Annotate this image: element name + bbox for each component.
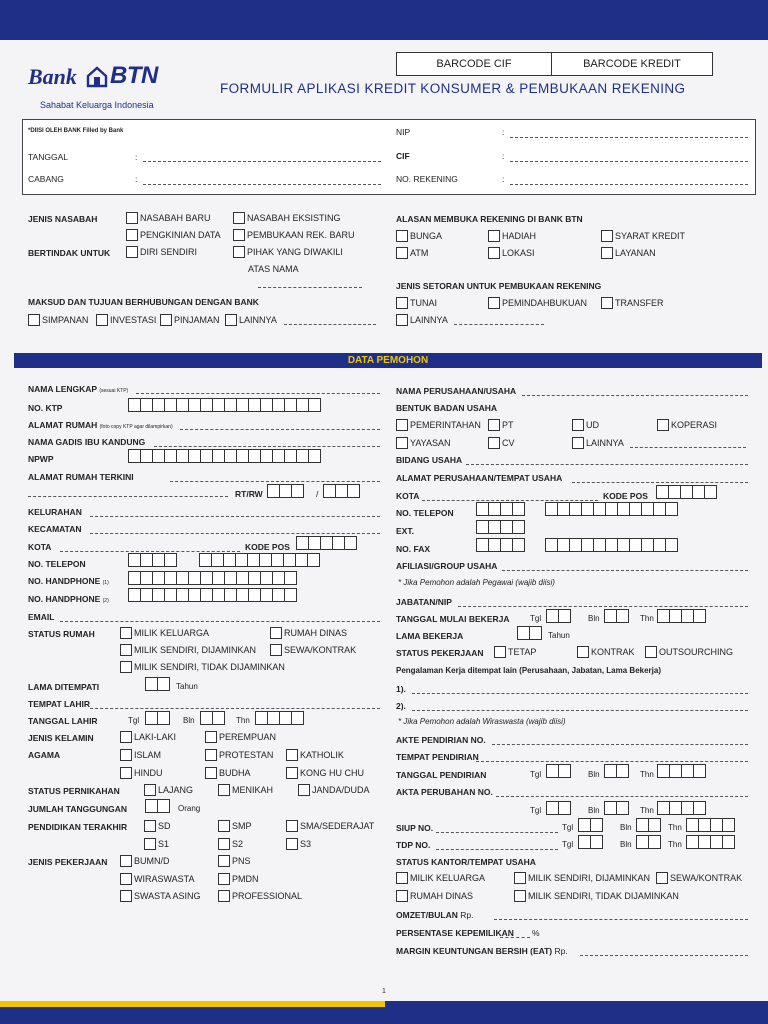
bln-label: Bln [183,716,195,725]
maksud-label: MAKSUD DAN TUJUAN BERHUBUNGAN DENGAN BANK [28,297,259,307]
tanggal-field[interactable] [143,161,381,162]
tgl-label: Tgl [530,806,542,815]
opt-simpanan[interactable]: SIMPANAN [28,314,88,326]
bln-label: Bln [588,806,600,815]
nip-field[interactable] [510,137,748,138]
email-label: EMAIL [28,612,55,622]
rt-cells[interactable] [267,484,303,498]
opt-atm[interactable]: ATM [396,247,428,259]
top-banner [0,0,768,40]
colon: : [502,127,505,137]
bln-label: Bln [588,770,600,779]
input-cell[interactable] [616,764,629,778]
note-wiraswasta: * Jika Pemohon adalah Wiraswasta (wajib diisi) [398,717,566,726]
opt-layanan[interactable]: LAYANAN [601,247,656,259]
alamat-terkini-label: ALAMAT RUMAH TERKINI [28,472,134,482]
tdp-label: TDP NO. [396,840,431,850]
tahun-bekerja-label: Tahun [548,631,570,640]
opt-pemerintahan[interactable]: PEMERINTAHAN [396,419,481,431]
input-cell[interactable] [693,801,706,815]
colon: : [135,152,138,162]
telepon-perusahaan-area-cells[interactable] [476,502,524,516]
opt-laki-laki[interactable]: LAKI-LAKI [120,731,176,743]
bln-label: Bln [620,840,632,849]
hp1-label: NO. HANDPHONE (1) [28,576,109,586]
input-cell[interactable] [704,485,717,499]
input-cell[interactable] [616,609,629,623]
jenis-nasabah-label: JENIS NASABAH [28,214,98,224]
opt-pembukaan-rek[interactable]: PEMBUKAAN REK. BARU [233,229,355,241]
status-kantor-label: STATUS KANTOR/TEMPAT USAHA [396,857,536,867]
input-cell[interactable] [558,764,571,778]
kelurahan-field[interactable] [90,516,380,517]
opt-lainnya[interactable]: LAINNYA [225,314,277,326]
opt-syarat-kredit[interactable]: SYARAT KREDIT [601,230,685,242]
kecamatan-field[interactable] [90,533,380,534]
input-cell[interactable] [512,520,525,534]
thn-pendirian-cells[interactable] [657,764,705,778]
opt-pmdn[interactable]: PMDN [218,873,259,885]
input-cell[interactable] [512,502,525,516]
akta-perubahan-label: AKTA PERUBAHAN NO. [396,787,493,797]
tgl-perubahan-cells[interactable] [546,801,570,815]
opt-professional[interactable]: PROFESSIONAL [218,890,302,902]
lama-ditempati-label: LAMA DITEMPATI [28,682,100,692]
fax-area-cells[interactable] [476,538,524,552]
nama-perusahaan-field[interactable] [522,395,748,396]
thn-mulai-cells[interactable] [657,609,705,623]
opt-sewa-kontrak[interactable]: SEWA/KONTRAK [270,644,356,656]
kota-label: KOTA [28,542,52,552]
input-cell[interactable] [284,588,297,602]
thn-lahir-cells[interactable] [255,711,303,725]
tanggal-mulai-label: TANGGAL MULAI BEKERJA [396,614,510,624]
section-data-pemohon: DATA PEMOHON [14,353,762,368]
nama-gadis-field[interactable] [154,446,380,447]
opt-swasta-asing[interactable]: SWASTA ASING [120,890,201,902]
opt-outsourcing[interactable]: OUTSOURCHING [645,646,733,658]
opt-nasabah-baru[interactable]: NASABAH BARU [126,212,211,224]
thn-label: Thn [668,840,682,849]
opt-kantor-sewa[interactable]: SEWA/KONTRAK [656,872,742,884]
bentuk-badan-label: BENTUK BADAN USAHA [396,403,498,413]
page-number: 1 [382,988,386,995]
pengalaman-item-1: 1). [396,684,406,694]
opt-cv[interactable]: CV [488,437,515,449]
tgl-lahir-cells[interactable] [145,711,169,725]
kode-pos-cells[interactable] [296,536,356,550]
thn-label: Thn [236,716,250,725]
opt-milik-tidak-dijaminkan[interactable]: MILIK SENDIRI, TIDAK DIJAMINKAN [120,661,285,673]
opt-s2[interactable]: S2 [218,838,243,850]
form-title: FORMULIR APLIKASI KREDIT KONSUMER & PEMBUKAAN REKENING [220,81,686,96]
bln-perubahan-cells[interactable] [604,801,628,815]
bln-pendirian-cells[interactable] [604,764,628,778]
telepon-cells[interactable] [199,553,319,567]
tgl-label: Tgl [128,716,140,725]
status-pekerjaan-label: STATUS PEKERJAAN [396,648,484,658]
opt-janda-duda[interactable]: JANDA/DUDA [298,784,370,796]
thn-tdp-cells[interactable] [686,835,734,849]
jabatan-field[interactable] [458,606,748,607]
opt-budha[interactable]: BUDHA [205,767,251,779]
tagline: Sahabat Keluarga Indonesia [40,100,154,110]
alamat-rumah-label: ALAMAT RUMAH (foto copy KTP agar dilampirkan) [28,420,173,430]
colon: : [502,174,505,184]
kelurahan-label: KELURAHAN [28,507,82,517]
opt-koperasi[interactable]: KOPERASI [657,419,717,431]
thn-label: Thn [640,614,654,623]
opt-nasabah-eksisting[interactable]: NASABAH EKSISTING [233,212,341,224]
bank-note: *DIISI OLEH BANK Filled by Bank [28,128,124,134]
opt-lajang[interactable]: LAJANG [144,784,193,796]
opt-ud[interactable]: UD [572,419,599,431]
opt-milik-keluarga[interactable]: MILIK KELUARGA [120,627,209,639]
tanggal-pendirian-label: TANGGAL PENDIRIAN [396,770,487,780]
kecamatan-label: KECAMATAN [28,524,82,534]
opt-perempuan[interactable]: PEREMPUAN [205,731,276,743]
afiliasi-field[interactable] [502,570,748,571]
opt-rumah-dinas[interactable]: RUMAH DINAS [270,627,347,639]
pengalaman-item-2: 2). [396,701,406,711]
bln-mulai-cells[interactable] [604,609,628,623]
logo-bank-word: Bank [28,64,77,89]
opt-investasi[interactable]: INVESTASI [96,314,156,326]
fax-label: NO. FAX [396,544,431,554]
thn-label: Thn [640,806,654,815]
opt-kantor-rumah-dinas[interactable]: RUMAH DINAS [396,890,473,902]
opt-s1[interactable]: S1 [144,838,169,850]
jenis-kelamin-label: JENIS KELAMIN [28,733,94,743]
barcode-cif: BARCODE CIF [396,52,552,76]
opt-tunai[interactable]: TUNAI [396,297,437,309]
opt-tetap[interactable]: TETAP [494,646,536,658]
lama-ditempati-cells[interactable] [145,677,169,691]
npwp-cells[interactable] [128,449,320,463]
tanggal-label: TANGGAL [28,152,68,162]
siup-field[interactable] [436,832,558,833]
tempat-pendirian-label: TEMPAT PENDIRIAN [396,752,479,762]
alamat-perusahaan-field[interactable] [572,482,748,483]
pengalaman-field-2[interactable] [412,710,748,711]
status-pernikahan-label: STATUS PERNIKAHAN [28,786,120,796]
setoran-label: JENIS SETORAN UNTUK PEMBUKAAN REKENING [396,281,602,291]
bidang-usaha-field[interactable] [466,464,748,465]
input-cell[interactable] [308,398,321,412]
pengalaman-field-1[interactable] [412,693,748,694]
akte-pendirian-field[interactable] [492,744,748,745]
akte-pendirian-label: AKTE PENDIRIAN NO. [396,735,486,745]
lainnya-bentuk-field[interactable] [630,447,746,448]
opt-lokasi[interactable]: LOKASI [488,247,535,259]
bln-label: Bln [588,614,600,623]
tempat-lahir-label: TEMPAT LAHIR [28,699,91,709]
jenis-pekerjaan-label: JENIS PEKERJAAN [28,857,108,867]
opt-kantor-milik-keluarga[interactable]: MILIK KELUARGA [396,872,485,884]
lainnya-setoran-field[interactable] [454,324,544,325]
kode-pos-label: KODE POS [245,542,290,552]
input-cell[interactable] [665,502,678,516]
bertindak-label: BERTINDAK UNTUK [28,248,111,258]
logo-house-icon [86,66,108,93]
input-cell[interactable] [212,711,225,725]
tanggungan-cells[interactable] [145,799,169,813]
input-cell[interactable] [291,711,304,725]
telepon-area-cells[interactable] [128,553,176,567]
rw-cells[interactable] [323,484,359,498]
opt-pt[interactable]: PT [488,419,514,431]
input-cell[interactable] [558,801,571,815]
opt-protestan[interactable]: PROTESTAN [205,749,273,761]
opt-pns[interactable]: PNS [218,855,251,867]
tgl-tdp-cells[interactable] [578,835,602,849]
opt-islam[interactable]: ISLAM [120,749,161,761]
thn-label: Thn [668,823,682,832]
input-cell[interactable] [693,764,706,778]
input-cell[interactable] [291,484,304,498]
input-cell[interactable] [157,799,170,813]
opt-wiraswasta[interactable]: WIRASWASTA [120,873,195,885]
kota-perusahaan-label: KOTA [396,491,420,501]
omzet-label: OMZET/BULAN Rp. [396,910,474,920]
input-cell[interactable] [590,818,603,832]
input-cell[interactable] [558,609,571,623]
kota-field[interactable] [60,551,240,552]
atas-nama-field[interactable] [258,287,362,288]
opt-kantor-milik-tidak[interactable]: MILIK SENDIRI, TIDAK DIJAMINKAN [514,890,679,902]
input-cell[interactable] [722,835,735,849]
hp2-cells[interactable] [128,588,296,602]
opt-bunga[interactable]: BUNGA [396,230,442,242]
lama-bekerja-label: LAMA BEKERJA [396,631,464,641]
nip-label: NIP [396,127,411,137]
agama-label: AGAMA [28,750,61,760]
tanggal-lahir-label: TANGGAL LAHIR [28,716,98,726]
siup-label: SIUP NO. [396,823,434,833]
npwp-label: NPWP [28,454,54,464]
lama-bekerja-cells[interactable] [517,626,541,640]
kota-perusahaan-field[interactable] [422,500,598,501]
opt-bumn[interactable]: BUMN/D [120,855,170,867]
thn-label: Thn [640,770,654,779]
no-rekening-label: NO. REKENING [396,174,458,184]
hp1-cells[interactable] [128,571,296,585]
input-cell[interactable] [157,677,170,691]
alasan-label: ALASAN MEMBUKA REKENING DI BANK BTN [396,214,583,224]
logo-bank-name: BTN [110,62,158,89]
no-ktp-label: NO. KTP [28,403,63,413]
bln-label: Bln [620,823,632,832]
no-ktp-cells[interactable] [128,398,320,412]
input-cell[interactable] [344,536,357,550]
bln-tdp-cells[interactable] [636,835,660,849]
atas-nama-label: ATAS NAMA [248,264,299,274]
alamat-terkini-field[interactable] [170,481,380,482]
bottom-accent [0,1001,385,1007]
tgl-mulai-cells[interactable] [546,609,570,623]
telepon-perusahaan-cells[interactable] [545,502,677,516]
input-cell[interactable] [347,484,360,498]
nama-lengkap-label: NAMA LENGKAP (sesuai KTP) [28,384,129,394]
input-cell[interactable] [307,553,320,567]
nama-lengkap-field[interactable] [136,393,380,394]
pendidikan-label: PENDIDIKAN TERAKHIR [28,822,128,832]
tempat-lahir-field[interactable] [90,708,380,709]
tahun-label: Tahun [176,682,198,691]
kode-pos-perusahaan-cells[interactable] [656,485,716,499]
opt-pemindahbukuan[interactable]: PEMINDAHBUKUAN [488,297,587,309]
input-cell[interactable] [648,835,661,849]
opt-lainnya-bentuk[interactable]: LAINNYA [572,437,624,449]
tgl-siup-cells[interactable] [578,818,602,832]
barcode-kredit: BARCODE KREDIT [551,52,713,76]
alamat-rumah-field[interactable] [180,429,380,430]
opt-milik-dijaminkan[interactable]: MILIK SENDIRI, DIJAMINKAN [120,644,256,656]
kode-pos-perusahaan-label: KODE POS [603,491,648,501]
alamat-terkini-field-2[interactable] [28,496,228,497]
input-cell[interactable] [665,538,678,552]
input-cell[interactable] [590,835,603,849]
opt-lainnya-setoran[interactable]: LAINNYA [396,314,448,326]
bln-lahir-cells[interactable] [200,711,224,725]
cif-field[interactable] [510,161,748,162]
thn-siup-cells[interactable] [686,818,734,832]
opt-smp[interactable]: SMP [218,820,252,832]
akta-perubahan-field[interactable] [496,796,748,797]
opt-yayasan[interactable]: YAYASAN [396,437,451,449]
opt-s3[interactable]: S3 [286,838,311,850]
bln-siup-cells[interactable] [636,818,660,832]
hp2-label: NO. HANDPHONE (2) [28,594,109,604]
opt-katholik[interactable]: KATHOLIK [286,749,344,761]
status-rumah-label: STATUS RUMAH [28,629,95,639]
cif-label: CIF [396,151,410,161]
opt-pinjaman[interactable]: PINJAMAN [160,314,220,326]
no-telepon-label: NO. TELEPON [28,559,86,569]
persentase-label: PERSENTASE KEPEMILIKAN [396,928,514,938]
input-cell[interactable] [512,538,525,552]
ext-label: EXT. [396,526,414,536]
opt-kontrak[interactable]: KONTRAK [577,646,635,658]
margin-field[interactable] [580,955,748,956]
input-cell[interactable] [308,449,321,463]
tgl-pendirian-cells[interactable] [546,764,570,778]
tempat-pendirian-field[interactable] [476,761,748,762]
opt-hindu[interactable]: HINDU [120,767,163,779]
persen-sign: % [532,928,540,938]
input-cell[interactable] [529,626,542,640]
afiliasi-label: AFILIASI/GROUP USAHA [396,561,498,571]
telepon-perusahaan-label: NO. TELEPON [396,508,454,518]
ext-cells[interactable] [476,520,524,534]
rtrw-slash: / [316,489,319,499]
tgl-label: Tgl [562,823,574,832]
bidang-usaha-label: BIDANG USAHA [396,455,463,465]
opt-kong-hu-chu[interactable]: KONG HU CHU [286,767,364,779]
cabang-label: CABANG [28,174,64,184]
opt-pihak-diwakili[interactable]: PIHAK YANG DIWAKILI [233,246,343,258]
input-cell[interactable] [693,609,706,623]
tdp-field[interactable] [436,849,558,850]
input-cell[interactable] [722,818,735,832]
fax-cells[interactable] [545,538,677,552]
nama-gadis-label: NAMA GADIS IBU KANDUNG [28,437,146,447]
jabatan-label: JABATAN/NIP [396,597,452,607]
persentase-field[interactable] [500,937,530,938]
tgl-label: Tgl [562,840,574,849]
input-cell[interactable] [164,553,177,567]
opt-diri-sendiri[interactable]: DIRI SENDIRI [126,246,197,258]
tgl-label: Tgl [530,614,542,623]
opt-sma[interactable]: SMA/SEDERAJAT [286,820,374,832]
cabang-field[interactable] [143,184,381,185]
margin-label: MARGIN KEUNTUNGAN BERSIH (EAT) Rp. [396,946,568,956]
pengalaman-label: Pengalaman Kerja ditempat lain (Perusahaan, Jabatan, Lama Bekerja) [396,666,661,675]
lainnya-field[interactable] [284,324,376,325]
opt-transfer[interactable]: TRANSFER [601,297,664,309]
orang-label: Orang [178,804,201,813]
input-cell[interactable] [616,801,629,815]
input-cell[interactable] [157,711,170,725]
opt-sd[interactable]: SD [144,820,171,832]
tgl-label: Tgl [530,770,542,779]
no-rekening-field[interactable] [510,184,748,185]
input-cell[interactable] [648,818,661,832]
alamat-perusahaan-label: ALAMAT PERUSAHAAN/TEMPAT USAHA [396,473,563,483]
note-pegawai: * Jika Pemohon adalah Pegawai (wajib diisi) [398,578,555,587]
nama-perusahaan-label: NAMA PERUSAHAAN/USAHA [396,386,517,396]
input-cell[interactable] [284,571,297,585]
omzet-field[interactable] [494,919,748,920]
colon: : [135,174,138,184]
opt-menikah[interactable]: MENIKAH [218,784,273,796]
rtrw-label: RT/RW [235,489,263,499]
opt-kantor-milik-dijaminkan[interactable]: MILIK SENDIRI, DIJAMINKAN [514,872,650,884]
opt-hadiah[interactable]: HADIAH [488,230,536,242]
colon: : [502,151,505,161]
opt-pengkinian-data[interactable]: PENGKINIAN DATA [126,229,221,241]
email-field[interactable] [60,621,380,622]
thn-perubahan-cells[interactable] [657,801,705,815]
tanggungan-label: JUMLAH TANGGUNGAN [28,804,128,814]
